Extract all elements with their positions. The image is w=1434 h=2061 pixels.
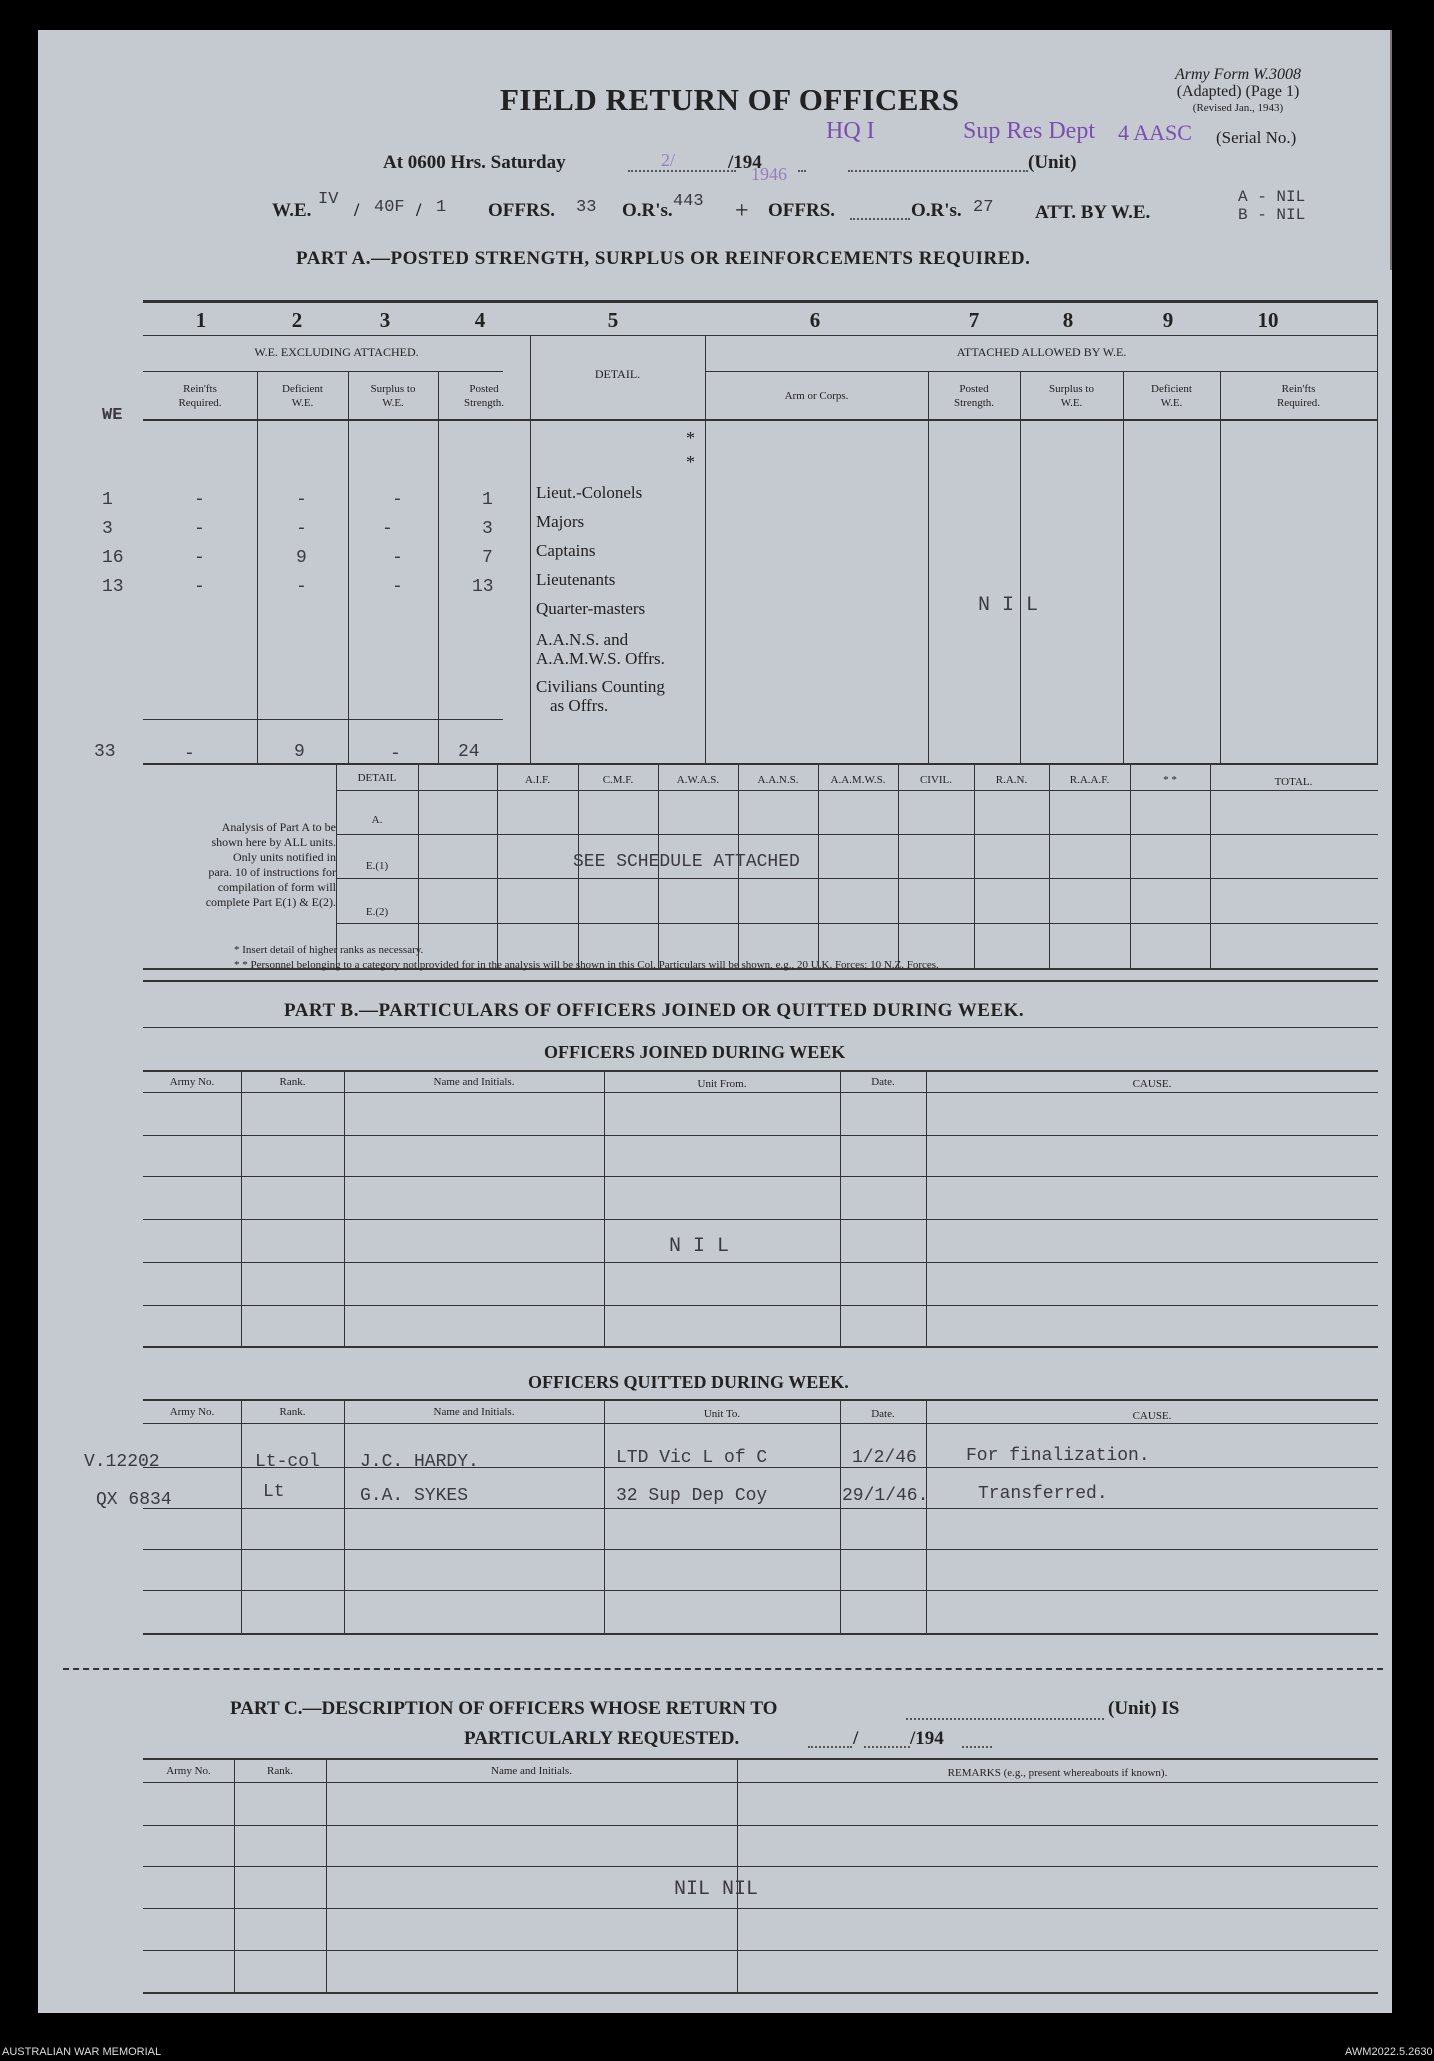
att-by-we-label: ATT. BY W.E. (1035, 202, 1151, 223)
surplus-to-we-header: Surplus to W.E. (370, 383, 416, 409)
quitted-army-no-1: V.12202 (84, 1452, 160, 1472)
joined-heading: OFFICERS JOINED DURING WEEK (544, 1042, 846, 1062)
part-c-heading-1-unit: (Unit) IS (1108, 1698, 1180, 1719)
part-c-header-remarks: REMARKS (e.g., present whereabouts if known). (947, 1767, 1168, 1779)
we-value-3: 1 (436, 198, 447, 217)
row-detail-4: Lieutenants (536, 570, 616, 589)
attached-allowed-header: ATTACHED ALLOWED BY W.E. (956, 345, 1127, 359)
col-number-10: 10 (1257, 308, 1279, 332)
analysis-header-cmf: C.M.F. (602, 774, 634, 786)
row-detail-2: Majors (536, 512, 585, 531)
total-c2: 9 (294, 742, 305, 762)
quitted-unit-1: LTD Vic L of C (616, 1448, 768, 1468)
quitted-name-2: G.A. SYKES (360, 1486, 469, 1506)
row-c2-1: - (296, 490, 307, 510)
part-b-heading: PART B.—PARTICULARS OF OFFICERS JOINED OR QUITTED DURING WEEK. (284, 1000, 1025, 1021)
row-c3-2: - (382, 519, 393, 539)
quitted-header-unit-to: Unit To. (703, 1408, 741, 1420)
row-c1-3: - (194, 548, 205, 568)
detail-aans: A.A.N.S. and (536, 630, 629, 649)
cut-line (63, 1668, 1383, 1670)
posted-strength-header: Posted Strength. (463, 383, 505, 409)
part-c-header-rank: Rank. (267, 1765, 293, 1777)
row-c3-1: - (392, 490, 403, 510)
part-c-nil: NIL NIL (674, 1878, 759, 1901)
we-excluding-attached-header: W.E. EXCLUDING ATTACHED. (254, 345, 419, 359)
row-c1-4: - (194, 577, 205, 597)
a-nil: A - NIL (1238, 188, 1306, 206)
row-detail-5: Quarter-masters (536, 599, 646, 618)
col-number-5: 5 (607, 308, 619, 332)
row-c3-4: - (392, 577, 403, 597)
footnote-2: * * Personnel belonging to a category not provided for in the analysis will be shown in this Col. Particulars will be shown, e.g., 20 U.K. Forces; 10 N.Z. Forces. (234, 959, 939, 971)
quitted-date-1: 1/2/46 (852, 1448, 917, 1468)
offrs-value: 33 (576, 198, 597, 217)
attached-posted-strength-header: Posted Strength. (953, 383, 995, 409)
col-number-1: 1 (195, 308, 207, 332)
analysis-header-aans: A.A.N.S. (757, 774, 799, 786)
part-c-heading-2-year: /194 (910, 1728, 944, 1749)
analysis-header-total: TOTAL. (1274, 776, 1313, 788)
we-label: W.E. (272, 200, 312, 221)
row-we-1: 1 (102, 490, 113, 510)
quitted-army-no-2: QX 6834 (96, 1490, 172, 1510)
row-we-2: 3 (102, 519, 113, 539)
attached-nil: N I L (978, 594, 1039, 617)
asterisk-1: * (686, 428, 695, 448)
year-label: /194 (728, 152, 762, 173)
stamp-unit: HQ I (826, 118, 875, 144)
joined-header-army-no: Army No. (169, 1076, 215, 1088)
offrs-label: OFFRS. (488, 200, 556, 221)
row-c4-4: 13 (472, 577, 494, 597)
form-reference: Army Form W.3008 (Adapted) (Page 1) (Revised Jan., 1943) (1174, 66, 1302, 114)
form-sheet (38, 30, 1392, 2013)
ors-value: 443 (673, 192, 704, 211)
total-we: 33 (94, 742, 116, 762)
attached-surplus-header: Surplus to W.E. (1049, 383, 1094, 409)
row-c4-3: 7 (482, 548, 493, 568)
we-slash-2: / (416, 200, 422, 221)
stamp-serial: 4 AASC (1118, 120, 1192, 145)
ors-label: O.R's. (622, 200, 673, 221)
quitted-header-date: Date. (871, 1408, 895, 1420)
analysis-row-a: A. (371, 814, 383, 826)
serial-label: (Serial No.) (1216, 128, 1297, 147)
detail-civilians: Civilians Counting (536, 677, 665, 696)
part-a-heading: PART A.—POSTED STRENGTH, SURPLUS OR REINFORCEMENTS REQUIRED. (296, 248, 1031, 269)
col-number-3: 3 (379, 308, 391, 332)
stamp-unit-name: Sup Res Dept (963, 118, 1095, 144)
col-number-4: 4 (474, 308, 486, 332)
row-c2-4: - (296, 577, 307, 597)
joined-header-name: Name and Initials. (433, 1076, 515, 1088)
quitted-header-cause: CAUSE. (1132, 1410, 1172, 1422)
analysis-header-aamws: A.A.M.W.S. (830, 774, 886, 786)
joined-header-cause: CAUSE. (1132, 1078, 1172, 1090)
row-c1-2: - (194, 519, 205, 539)
we-value-1: IV (318, 190, 339, 209)
b-nil: B - NIL (1238, 206, 1306, 224)
quitted-cause-1: For finalization. (966, 1446, 1150, 1466)
unit-label: (Unit) (1028, 152, 1077, 173)
ors-2-label: O.R's. (911, 200, 962, 221)
page-title: FIELD RETURN OF OFFICERS (500, 82, 960, 117)
we-value-2: 40F (374, 198, 405, 217)
quitted-header-rank: Rank. (279, 1406, 306, 1418)
plus-sign: + (735, 198, 749, 224)
analysis-row-e1: E.(1) (365, 860, 389, 872)
row-detail-1: Lieut.-Colonels (536, 483, 643, 502)
row-c2-3: 9 (296, 548, 307, 568)
quitted-header-name: Name and Initials. (433, 1406, 515, 1418)
row-c4-1: 1 (482, 490, 493, 510)
col-number-8: 8 (1062, 308, 1074, 332)
row-c3-3: - (392, 548, 403, 568)
part-c-heading-2: PARTICULARLY REQUESTED. (464, 1728, 740, 1749)
part-c-heading-2-slash: / (853, 1728, 859, 1749)
detail-header: DETAIL. (594, 367, 641, 381)
analysis-header-ran: R.A.N. (995, 774, 1028, 786)
reinfts-required-header: Rein'fts Required. (178, 383, 222, 409)
analysis-row-e2: E.(2) (365, 906, 389, 918)
quitted-name-1: J.C. HARDY. (360, 1452, 479, 1472)
joined-header-rank: Rank. (279, 1076, 306, 1088)
joined-header-date: Date. (871, 1076, 895, 1088)
deficient-we-header: Deficient W.E. (282, 383, 323, 409)
total-c1: - (184, 744, 195, 764)
row-c1-1: - (194, 490, 205, 510)
date-handwritten: 2/ (661, 150, 676, 170)
quitted-rank-1: Lt-col (255, 1452, 320, 1472)
quitted-header-army-no: Army No. (169, 1406, 215, 1418)
attached-deficient-header: Deficient W.E. (1151, 383, 1192, 409)
row-c2-2: - (296, 519, 307, 539)
joined-header-unit-from: Unit From. (697, 1078, 747, 1090)
analysis-note: Analysis of Part A to be shown here by ALL units. Only units notified in para. 10 of instructions for compilation of form will complete Part E(1) & E(2). (205, 820, 336, 909)
joined-nil: N I L (669, 1235, 730, 1258)
row-detail-3: Captains (536, 541, 596, 560)
quitted-date-2: 29/1/46. (842, 1486, 929, 1506)
analysis-header-aif: A.I.F. (524, 774, 551, 786)
quitted-unit-2: 32 Sup Dep Coy (616, 1486, 768, 1506)
col-number-7: 7 (968, 308, 980, 332)
quitted-rank-2: Lt (263, 1482, 285, 1502)
row-we-4: 13 (102, 577, 124, 597)
ors-2-value: 27 (973, 198, 994, 217)
analysis-header-civil: CIVIL. (919, 774, 953, 786)
col-number-2: 2 (291, 308, 303, 332)
part-c-header-army-no: Army No. (166, 1765, 211, 1777)
see-schedule-attached: SEE SCHEDULE ATTACHED (573, 852, 800, 872)
we-slash-1: / (354, 200, 360, 221)
detail-aamws: A.A.M.W.S. Offrs. (536, 649, 665, 668)
analysis-header-other: * * (1163, 774, 1177, 786)
row-c4-2: 3 (482, 519, 493, 539)
quitted-heading: OFFICERS QUITTED DURING WEEK. (528, 1372, 849, 1392)
footnote-1: * Insert detail of higher ranks as necessary. (234, 944, 424, 956)
analysis-header-detail: DETAIL (357, 772, 397, 784)
offrs-2-label: OFFRS. (768, 200, 836, 221)
arm-or-corps-header: Arm or Corps. (784, 390, 849, 402)
quitted-cause-2: Transferred. (978, 1484, 1108, 1504)
analysis-header-raaf: R.A.A.F. (1069, 774, 1110, 786)
part-c-heading-1: PART C.—DESCRIPTION OF OFFICERS WHOSE RETURN TO (230, 1698, 778, 1719)
col-number-9: 9 (1162, 308, 1174, 332)
attached-reinfts-header: Rein'fts Required. (1276, 383, 1321, 409)
year-handwritten: 1946 (751, 164, 787, 184)
footer-right: AWM2022.5.2630 (1345, 2046, 1433, 2058)
page-edge (1390, 30, 1392, 270)
we-margin-label: WE (102, 406, 123, 425)
analysis-header-awas: A.W.A.S. (676, 774, 720, 786)
row-we-3: 16 (102, 548, 124, 568)
asterisk-2: * (686, 452, 695, 472)
part-c-header-name: Name and Initials. (491, 1765, 572, 1777)
total-c4: 24 (458, 742, 480, 762)
col-number-6: 6 (809, 308, 821, 332)
at-time-label: At 0600 Hrs. Saturday (383, 152, 566, 173)
footer-left: AUSTRALIAN WAR MEMORIAL (2, 2046, 162, 2058)
total-c3: - (390, 744, 401, 764)
detail-as-offrs: as Offrs. (550, 696, 609, 715)
